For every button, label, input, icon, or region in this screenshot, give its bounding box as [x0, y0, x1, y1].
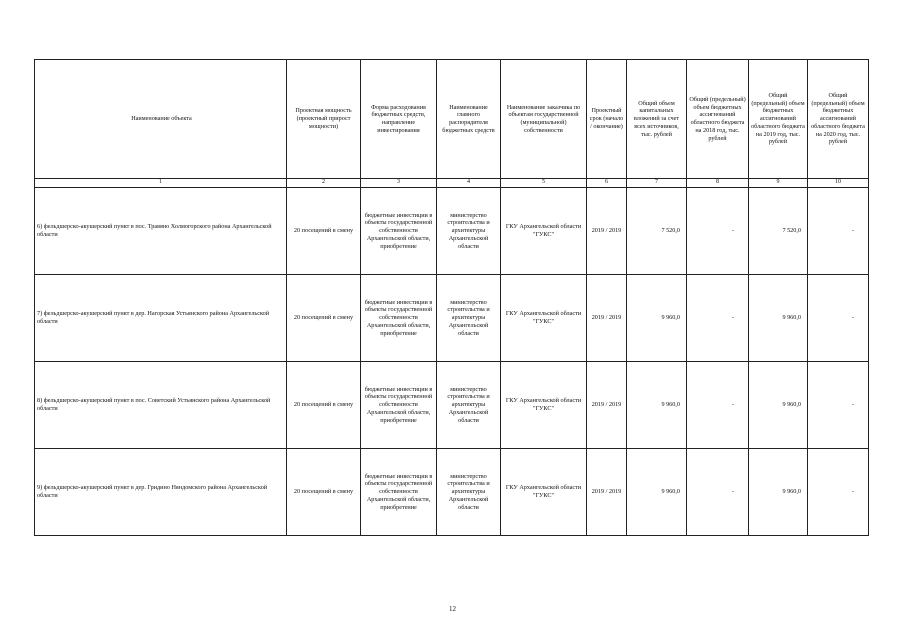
header-budget-manager: Наименование главного распорядителя бюджетных средств	[437, 60, 501, 179]
header-budget-2020: Общий (предельный) объем бюджетных ассигнований областного бюджета на 2020 год, тыс. рублей	[808, 60, 869, 179]
budget-2020-cell: -	[808, 449, 869, 536]
capacity-cell: 20 посещений в смену	[287, 449, 361, 536]
customer-cell: ГКУ Архангельской области "ГУКС"	[501, 188, 587, 275]
header-total-volume: Общий объем капитальных вложений за счет всех источников, тыс. рублей	[627, 60, 687, 179]
page-number: 12	[449, 605, 456, 613]
header-spending-form: Форма расходования бюджетных средств, направление инвестирования	[361, 60, 437, 179]
budget-manager-cell: министерство строительства и архитектуры Архангельской области	[437, 362, 501, 449]
object-name-cell: 7) фельдшерско-акушерский пункт в дер. Нагорская Устьянского района Архангельской области	[35, 275, 287, 362]
budget-manager-cell: министерство строительства и архитектуры Архангельской области	[437, 188, 501, 275]
column-number: 5	[501, 179, 587, 188]
header-capacity: Проектная мощность (проектный прирост мощности)	[287, 60, 361, 179]
object-name-cell: 9) фельдшерско-акушерский пункт в дер. Гридино Няндомского района Архангельской области	[35, 449, 287, 536]
budget-manager-cell: министерство строительства и архитектуры Архангельской области	[437, 275, 501, 362]
header-budget-2019: Общий (предельный) объем бюджетных ассигнований областного бюджета на 2019 год, тыс. рублей	[749, 60, 808, 179]
budget-2019-cell: 7 520,0	[749, 188, 808, 275]
total-volume-cell: 7 520,0	[627, 188, 687, 275]
column-number: 6	[587, 179, 627, 188]
budget-2018-cell: -	[687, 362, 749, 449]
budget-2018-cell: -	[687, 188, 749, 275]
investment-table	[34, 59, 869, 536]
spending-form-cell: бюджетные инвестиции в объекты государственной собственности Архангельской области, приобретение	[361, 188, 437, 275]
budget-2020-cell: -	[808, 275, 869, 362]
column-number: 4	[437, 179, 501, 188]
header-row	[35, 60, 869, 179]
column-number: 8	[687, 179, 749, 188]
capacity-cell: 20 посещений в смену	[287, 188, 361, 275]
term-cell: 2019 / 2019	[587, 275, 627, 362]
budget-2019-cell: 9 960,0	[749, 362, 808, 449]
header-object-name: Наименование объекта	[35, 60, 287, 179]
table-row	[35, 275, 869, 362]
table-row	[35, 362, 869, 449]
header-budget-2018: Общий (предельный) объем бюджетных ассигнований областного бюджета на 2018 год, тыс. рублей	[687, 60, 749, 179]
header-customer: Наименование заказчика по объектам государственной (муниципальной) собственности	[501, 60, 587, 179]
total-volume-cell: 9 960,0	[627, 275, 687, 362]
budget-2020-cell: -	[808, 188, 869, 275]
header-term: Проектный срок (начало / окончание)	[587, 60, 627, 179]
budget-manager-cell: министерство строительства и архитектуры Архангельской области	[437, 449, 501, 536]
object-name-cell: 6) фельдшерско-акушерский пункт в пос. Травяно Холмогорского района Архангельской области	[35, 188, 287, 275]
term-cell: 2019 / 2019	[587, 449, 627, 536]
total-volume-cell: 9 960,0	[627, 362, 687, 449]
spending-form-cell: бюджетные инвестиции в объекты государственной собственности Архангельской области, приобретение	[361, 449, 437, 536]
capacity-cell: 20 посещений в смену	[287, 362, 361, 449]
budget-2018-cell: -	[687, 449, 749, 536]
budget-2019-cell: 9 960,0	[749, 449, 808, 536]
budget-2019-cell: 9 960,0	[749, 275, 808, 362]
column-number: 2	[287, 179, 361, 188]
column-number: 7	[627, 179, 687, 188]
column-number-row	[35, 179, 869, 188]
total-volume-cell: 9 960,0	[627, 449, 687, 536]
customer-cell: ГКУ Архангельской области "ГУКС"	[501, 275, 587, 362]
column-number: 9	[749, 179, 808, 188]
budget-2020-cell: -	[808, 362, 869, 449]
capacity-cell: 20 посещений в смену	[287, 275, 361, 362]
term-cell: 2019 / 2019	[587, 362, 627, 449]
customer-cell: ГКУ Архангельской области "ГУКС"	[501, 362, 587, 449]
object-name-cell: 8) фельдшерско-акушерский пункт в пос. Советский Устьянского района Архангельской области	[35, 362, 287, 449]
table-row	[35, 449, 869, 536]
column-number: 1	[35, 179, 287, 188]
term-cell: 2019 / 2019	[587, 188, 627, 275]
customer-cell: ГКУ Архангельской области "ГУКС"	[501, 449, 587, 536]
table-row	[35, 188, 869, 275]
column-number: 10	[808, 179, 869, 188]
spending-form-cell: бюджетные инвестиции в объекты государственной собственности Архангельской области, приобретение	[361, 275, 437, 362]
column-number: 3	[361, 179, 437, 188]
spending-form-cell: бюджетные инвестиции в объекты государственной собственности Архангельской области, приобретение	[361, 362, 437, 449]
budget-2018-cell: -	[687, 275, 749, 362]
